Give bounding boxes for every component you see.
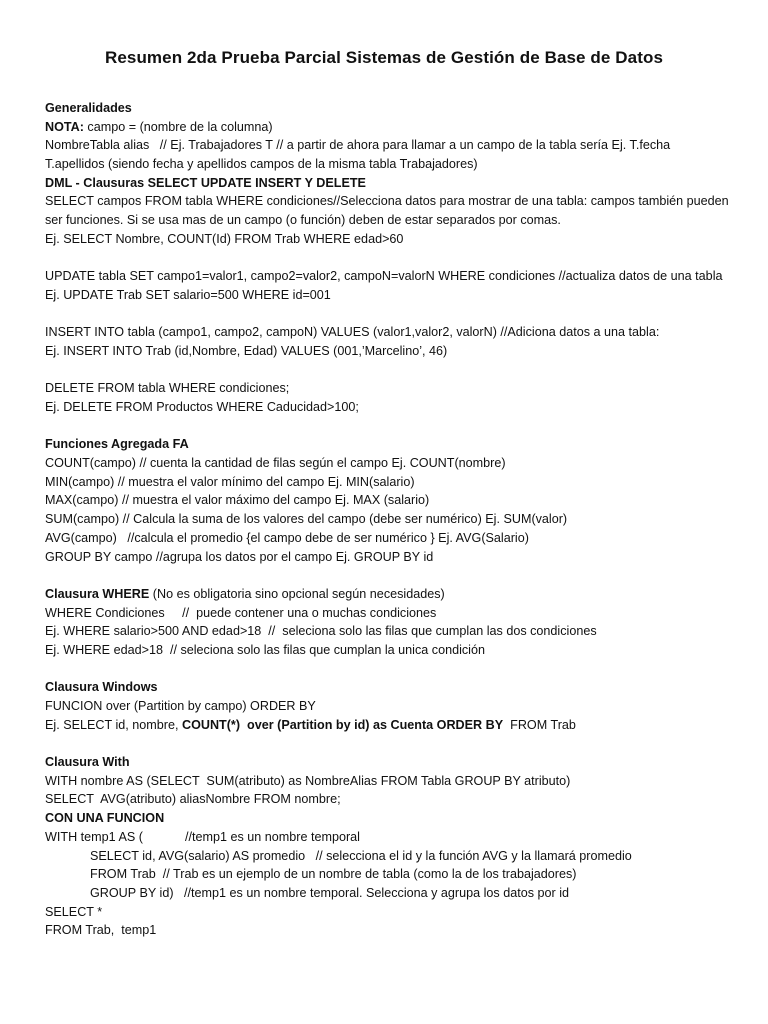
- spacer: [45, 305, 745, 324]
- nota-line: [45, 118, 745, 137]
- alias-line-1: NombreTabla alias // Ej. Trabajadores T // a partir de ahora para llamar a un campo de la tabla sería Ej. T.fecha: [45, 138, 671, 153]
- where-example-1: Ej. WHERE salario>500 AND edad>18 // seleciona solo las filas que cumplan las dos condiciones: [45, 624, 597, 639]
- nota-text: campo = (nombre de la columna): [83, 119, 273, 134]
- windows-syntax: FUNCION over (Partition by campo) ORDER BY: [45, 699, 316, 713]
- nota-label: NOTA:: [45, 119, 84, 134]
- section-heading-where: Clausura WHERE: [45, 586, 150, 601]
- update-example: Ej. UPDATE Trab SET salario=500 WHERE id=001: [45, 287, 331, 302]
- with-indented-line-3: GROUP BY id) //temp1 es un nombre temporal. Selecciona y agrupa los datos por id: [90, 885, 570, 900]
- windows-example-bold: COUNT(*) over (Partition by id) as Cuenta ORDER BY: [181, 717, 504, 732]
- spacer: [45, 361, 745, 380]
- function-line-min: MIN(campo) // muestra el valor mínimo del campo Ej. MIN(salario): [45, 474, 415, 489]
- function-line-avg: AVG(campo) //calcula el promedio {el campo debe de ser numérico } Ej. AVG(Salario): [45, 530, 529, 545]
- spacer: [45, 249, 745, 268]
- document-body: [45, 99, 745, 940]
- with-line-3: WITH temp1 AS ( //temp1 es un nombre temporal: [45, 829, 360, 844]
- where-heading-note: (No es obligatoria sino opcional según necesidades): [149, 586, 445, 601]
- with-indented-line-1: SELECT id, AVG(salario) AS promedio // selecciona el id y la función AVG y la llamará promedio: [90, 848, 632, 863]
- spacer: [45, 734, 745, 753]
- spacer: [45, 566, 745, 585]
- where-syntax: WHERE Condiciones // puede contener una o muchas condiciones: [45, 605, 437, 620]
- with-indented-line-2: FROM Trab // Trab es un ejemplo de un nombre de tabla (como la de los trabajadores): [90, 867, 577, 882]
- with-line-4: SELECT *: [45, 904, 103, 919]
- select-syntax-line-1: SELECT campos FROM tabla WHERE condiciones//Selecciona datos para mostrar de una tabla: campos también pueden: [45, 194, 729, 209]
- select-syntax-line-2: ser funciones. Si se usa mas de un campo (o función) deben de estar separados por comas.: [45, 213, 561, 228]
- function-line-group-by: GROUP BY campo //agrupa los datos por el campo Ej. GROUP BY id: [45, 549, 434, 564]
- delete-syntax: DELETE FROM tabla WHERE condiciones;: [45, 381, 290, 396]
- delete-example: Ej. DELETE FROM Productos WHERE Caducidad>100;: [45, 400, 359, 414]
- document-title: Resumen 2da Prueba Parcial Sistemas de Gestión de Base de Datos: [104, 48, 664, 67]
- where-heading-line: [45, 585, 745, 604]
- alias-line-2: T.apellidos (siendo fecha y apellidos campos de la misma tabla Trabajadores): [45, 157, 478, 172]
- with-line-2: SELECT AVG(atributo) aliasNombre FROM nombre;: [45, 792, 341, 807]
- section-heading-generalidades: Generalidades: [45, 101, 132, 115]
- insert-example: Ej. INSERT INTO Trab (id,Nombre, Edad) VALUES (001,’Marcelino’, 46): [45, 343, 448, 358]
- where-example-2: Ej. WHERE edad>18 // seleciona solo las filas que cumplan la unica condición: [45, 642, 485, 657]
- with-line-1: WITH nombre AS (SELECT SUM(atributo) as NombreAlias FROM Tabla GROUP BY atributo): [45, 773, 571, 788]
- function-line-sum: SUM(campo) // Calcula la suma de los valores del campo (debe ser numérico) Ej. SUM(valor): [45, 512, 568, 527]
- update-syntax: UPDATE tabla SET campo1=valor1, campo2=valor2, campoN=valorN WHERE condiciones //actualiza datos de una tabla: [45, 269, 723, 284]
- function-line-count: COUNT(campo) // cuenta la cantidad de filas según el campo Ej. COUNT(nombre): [45, 456, 506, 471]
- subheading-con-una-funcion: CON UNA FUNCION: [45, 811, 165, 826]
- insert-syntax: INSERT INTO tabla (campo1, campo2, campoN) VALUES (valor1,valor2, valorN) //Adiciona datos a una tabla:: [45, 325, 660, 340]
- select-example: Ej. SELECT Nombre, COUNT(Id) FROM Trab WHERE edad>60: [45, 231, 404, 246]
- windows-example-suffix: FROM Trab: [503, 717, 576, 732]
- section-heading-funciones: Funciones Agregada FA: [45, 437, 189, 452]
- section-heading-with: Clausura With: [45, 755, 130, 770]
- spacer: [45, 660, 745, 679]
- windows-example-prefix: Ej. SELECT id, nombre,: [45, 717, 182, 732]
- section-heading-windows: Clausura Windows: [45, 680, 158, 695]
- windows-example: [45, 716, 745, 735]
- with-line-5: FROM Trab, temp1: [45, 923, 157, 938]
- section-heading-dml: DML - Clausuras SELECT UPDATE INSERT Y DELETE: [45, 175, 366, 190]
- function-line-max: MAX(campo) // muestra el valor máximo del campo Ej. MAX (salario): [45, 493, 430, 508]
- spacer: [45, 417, 745, 436]
